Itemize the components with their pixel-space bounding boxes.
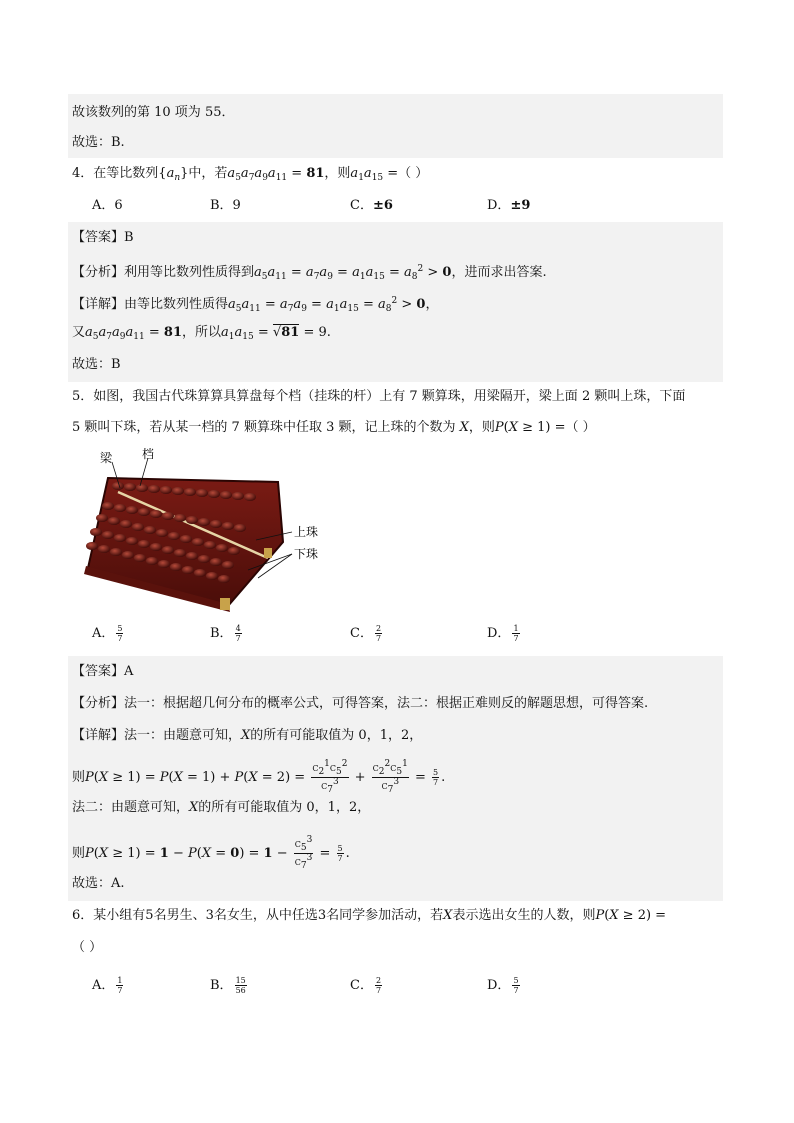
label-lower-bead: 下珠 [294, 547, 319, 561]
q5-detail-formula1: 则P(X ≥ 1) = P(X = 1) + P(X = 2) = $\frac{C_2^1C_5^2}{C_7^3}$ + $\frac{C_2^2C_5^1}{C_7^3}$ = $\frac{5}{7}$ . [72, 759, 446, 795]
q6-stem-bracket: （ ） [72, 940, 103, 955]
q6-stem: 6．某小组有5名男生、3名女生，从中任选3名同学参加活动，若X表示选出女生的人数，则P(X ≥ 2) = [72, 908, 667, 923]
q3-conclusion: 故该数列的第 10 项为 55． [72, 105, 235, 120]
q5-final-choice: 故选：A. [72, 876, 125, 891]
q4-option-c: C．±6 [350, 198, 393, 213]
q5-detail-formula2: 则P(X ≥ 1) = 1 − P(X = 0) = 1 − $\frac{C_5^3}{C_7^3}$ = $\frac{5}{7}$ . [72, 835, 350, 871]
q6-option-d: D． $\frac{5}{7}$ [487, 976, 519, 995]
q4-option-a: A．6 [92, 198, 123, 213]
q5-answer: 【答案】A [72, 664, 134, 679]
label-beam: 梁 [100, 451, 113, 465]
q4-answer: 【答案】B [72, 230, 134, 245]
q6-option-a: A． $\frac{1}{7}$ [92, 976, 123, 995]
q5-option-a: A． $\frac{5}{7}$ [92, 624, 123, 643]
q6-option-c: C． $\frac{2}{7}$ [350, 976, 382, 995]
q4-detail: 【详解】由等比数列性质得$a_5a_{11} = a_7a_9 = a_1a_{15} = a_8^2 > 0$， [72, 296, 439, 314]
q4-analysis: 【分析】利用等比数列性质得到$a_5a_{11} = a_7a_9 = a_1a_{15} = a_8^2 > 0$，进而求出答案. [72, 264, 547, 282]
abacus-corner [220, 598, 230, 610]
q5-detail: 【详解】法一：由题意可知，X的所有可能取值为 0，1，2， [72, 728, 423, 743]
q4-option-d: D．±9 [487, 198, 531, 213]
q6-option-b: B． $\frac{15}{56}$ [210, 976, 246, 995]
q3-final-choice: 故选：B. [72, 135, 125, 150]
label-rod: 档 [142, 448, 155, 461]
q4-stem: 4．在等比数列$\{a_n\}$中，若$a_5a_7a_9a_{11} = 81$，则$a_1a_{15}$ =（ ） [72, 166, 429, 183]
label-upper-bead: 上珠 [294, 525, 319, 539]
q5-stem-line2: 5 颗叫下珠，若从某一档的 7 颗算珠中任取 3 颗，记上珠的个数为 X，则P(X ≥ 1) =（ ） [72, 420, 596, 435]
q5-stem-line1: 5．如图，我国古代珠算算具算盘每个档（挂珠的杆）上有 7 颗算珠，用梁隔开，梁上面 2 颗叫上珠，下面 [72, 389, 686, 404]
abacus-corner [264, 548, 272, 558]
q5-option-c: C． $\frac{2}{7}$ [350, 624, 382, 643]
q4-final-choice: 故选：B [72, 357, 121, 372]
q4-option-b: B．9 [210, 198, 241, 213]
abacus-figure [78, 448, 338, 613]
q5-analysis: 【分析】法一：根据超几何分布的概率公式，可得答案，法二：根据正难则反的解题思想，可得答案. [72, 696, 649, 711]
q4-detail-line2: 又$a_5a_7a_9a_{11} = 81$，所以$a_1a_{15} = √81 = 9$. [72, 325, 331, 342]
q5-method2: 法二：由题意可知，X的所有可能取值为 0，1，2， [72, 800, 371, 815]
q5-option-b: B． $\frac{4}{7}$ [210, 624, 241, 643]
q5-option-d: D． $\frac{1}{7}$ [487, 624, 519, 643]
